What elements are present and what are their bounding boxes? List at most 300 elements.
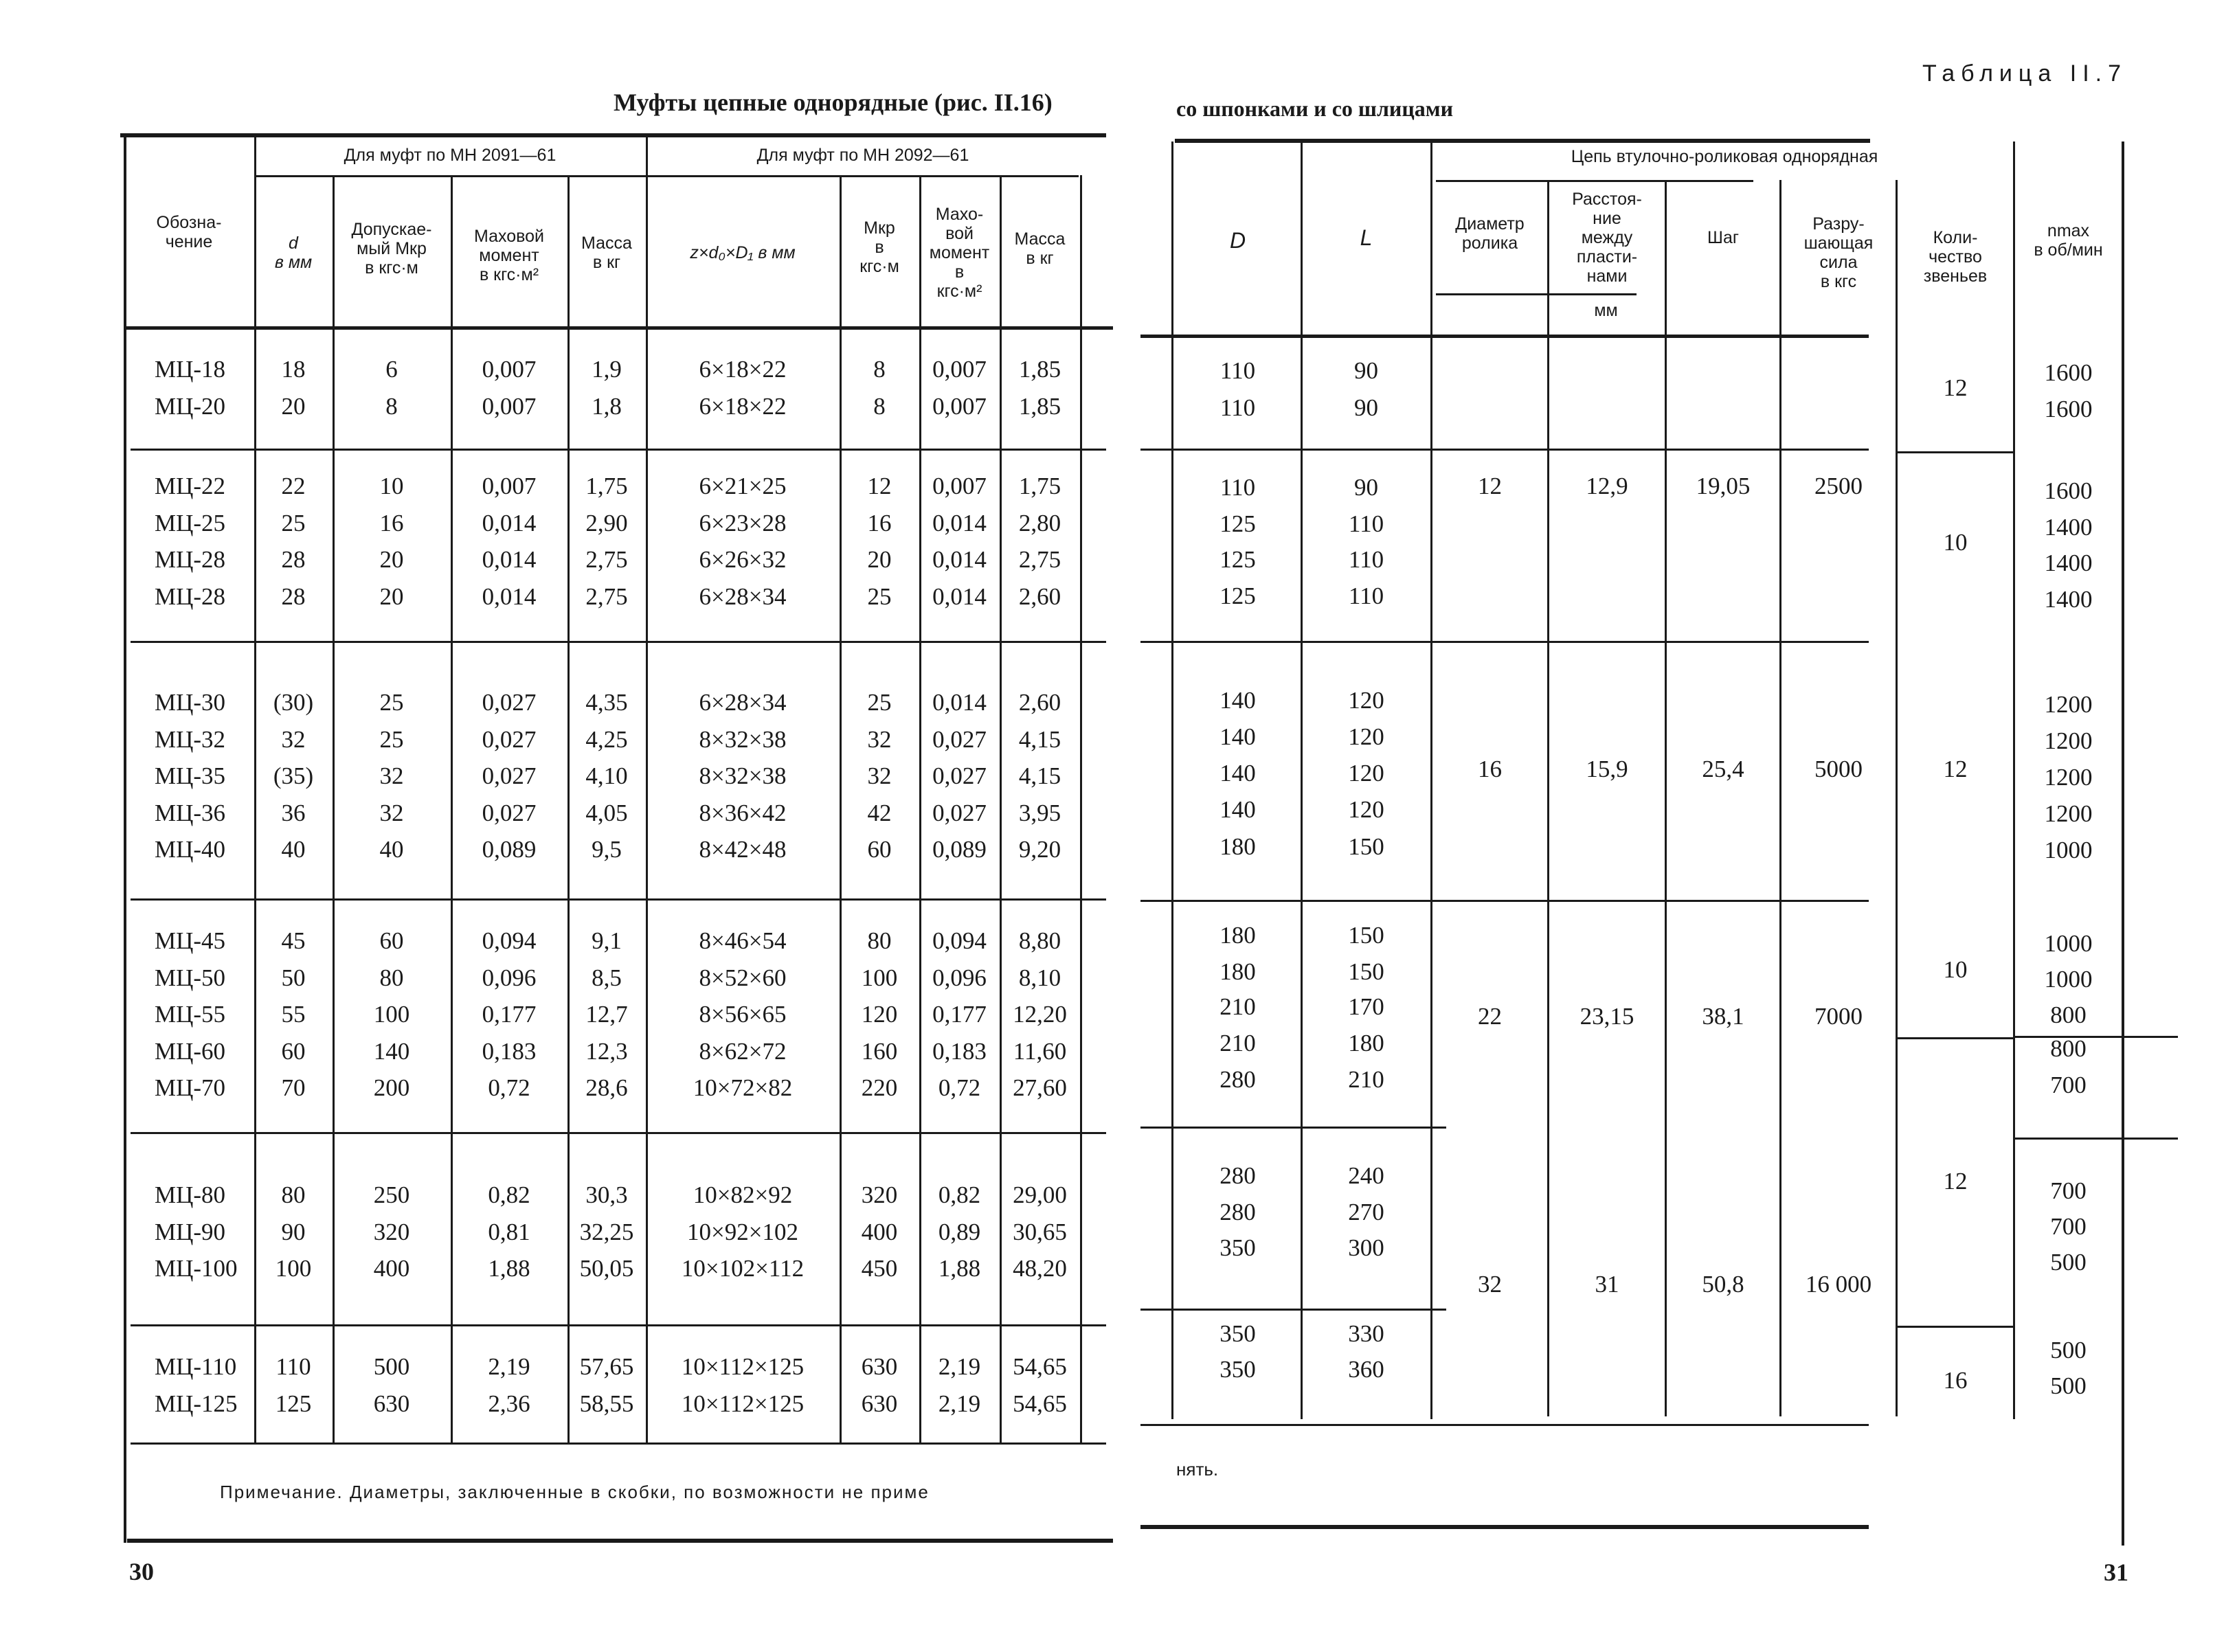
nmax-cell: 1400 bbox=[2044, 586, 2093, 613]
designation-cell: МЦ-30 bbox=[155, 689, 226, 716]
spline-cell: 10×82×92 bbox=[693, 1181, 793, 1208]
column-rule bbox=[1896, 180, 1898, 1416]
d-diameter-cell: 350 bbox=[1219, 1234, 1256, 1261]
mass-cell: 2,75 bbox=[585, 546, 628, 573]
flywheel-moment-2-cell: 0,014 bbox=[932, 509, 987, 536]
d-diameter-cell: 125 bbox=[1219, 546, 1256, 573]
length-cell: 90 bbox=[1354, 394, 1378, 421]
flywheel-moment-cell: 1,88 bbox=[488, 1255, 530, 1282]
d-cell: 100 bbox=[275, 1255, 312, 1282]
mass-2-cell: 30,65 bbox=[1013, 1218, 1067, 1245]
designation-cell: МЦ-35 bbox=[155, 762, 226, 789]
mkr-cell: 8 bbox=[873, 392, 886, 420]
flywheel-moment-cell: 0,81 bbox=[488, 1218, 530, 1245]
header-mass-1: Масса в кг bbox=[581, 234, 632, 272]
spline-cell: 6×28×34 bbox=[699, 582, 787, 610]
group-divider bbox=[131, 1324, 1106, 1326]
mass-cell: 9,5 bbox=[592, 836, 622, 863]
flywheel-moment-2-cell: 0,094 bbox=[932, 927, 987, 954]
length-cell: 110 bbox=[1348, 510, 1384, 537]
mkr-cell: 12 bbox=[867, 473, 892, 499]
mkr-cell: 25 bbox=[867, 689, 892, 716]
flywheel-moment-cell: 0,82 bbox=[488, 1181, 530, 1208]
designation-cell: МЦ-22 bbox=[155, 473, 226, 499]
flywheel-moment-2-cell: 1,88 bbox=[938, 1255, 981, 1282]
mass-2-cell: 11,60 bbox=[1013, 1037, 1067, 1065]
mkr-cell: 630 bbox=[861, 1353, 898, 1380]
flywheel-moment-cell: 0,007 bbox=[482, 356, 537, 383]
table-label: Таблица II.7 bbox=[1922, 60, 2128, 87]
d-cell: (35) bbox=[273, 762, 314, 789]
group-divider bbox=[131, 898, 1106, 901]
mass-2-cell: 1,85 bbox=[1018, 356, 1061, 383]
mkr-cell: 25 bbox=[867, 582, 892, 610]
length-cell: 90 bbox=[1354, 357, 1378, 384]
column-rule bbox=[1547, 180, 1549, 1416]
spline-cell: 6×18×22 bbox=[699, 356, 787, 383]
flywheel-moment-cell: 0,72 bbox=[488, 1074, 530, 1101]
d-cell: 70 bbox=[281, 1074, 306, 1101]
allowed-moment-cell: 40 bbox=[379, 836, 404, 863]
flywheel-moment-2-cell: 2,19 bbox=[938, 1353, 981, 1380]
spline-cell: 10×112×125 bbox=[681, 1353, 805, 1380]
breaking-force-cell: 16 000 bbox=[1805, 1271, 1872, 1298]
mass-2-cell: 2,60 bbox=[1018, 689, 1061, 716]
mass-cell: 58,55 bbox=[579, 1390, 634, 1417]
mkr-cell: 60 bbox=[867, 836, 892, 863]
links-count-cell: 12 bbox=[1943, 1168, 1968, 1195]
table-right-border bbox=[2122, 142, 2124, 1546]
d-cell: 60 bbox=[281, 1037, 306, 1065]
mass-2-cell: 29,00 bbox=[1013, 1181, 1067, 1208]
nmax-cell: 1200 bbox=[2044, 727, 2093, 754]
mkr-cell: 220 bbox=[861, 1074, 898, 1101]
spline-cell: 8×56×65 bbox=[699, 1001, 787, 1028]
flywheel-moment-cell: 0,094 bbox=[482, 927, 537, 954]
allowed-moment-cell: 100 bbox=[373, 1001, 410, 1028]
allowed-moment-cell: 25 bbox=[379, 689, 404, 716]
designation-cell: МЦ-80 bbox=[155, 1181, 226, 1208]
group-divider bbox=[1140, 1127, 1446, 1129]
flywheel-moment-2-cell: 0,177 bbox=[932, 1001, 987, 1028]
header-unit-mm: мм bbox=[1594, 301, 1618, 320]
spline-cell: 6×18×22 bbox=[699, 392, 787, 420]
length-cell: 120 bbox=[1348, 796, 1384, 823]
mass-cell: 12,3 bbox=[585, 1037, 628, 1065]
d-diameter-cell: 125 bbox=[1219, 510, 1256, 537]
links-count-cell: 16 bbox=[1943, 1367, 1968, 1394]
mass-2-cell: 8,80 bbox=[1018, 927, 1061, 954]
flywheel-moment-cell: 0,027 bbox=[482, 762, 537, 789]
designation-cell: МЦ-45 bbox=[155, 927, 226, 954]
mass-cell: 50,05 bbox=[579, 1255, 634, 1282]
mkr-cell: 80 bbox=[867, 927, 892, 954]
flywheel-moment-cell: 2,36 bbox=[488, 1390, 530, 1417]
links-divider bbox=[1898, 451, 2014, 453]
header-distance: Расстоя- ние между пласти- нами bbox=[1572, 190, 1642, 286]
nmax-divider bbox=[2014, 1138, 2178, 1140]
allowed-moment-cell: 320 bbox=[373, 1218, 410, 1245]
flywheel-moment-cell: 0,183 bbox=[482, 1037, 537, 1065]
spline-cell: 6×23×28 bbox=[699, 509, 787, 536]
distance-cell: 15,9 bbox=[1586, 756, 1628, 782]
length-cell: 180 bbox=[1348, 1030, 1384, 1056]
d-diameter-cell: 180 bbox=[1219, 922, 1256, 949]
table-caption-right: со шпонками и со шлицами bbox=[1176, 96, 1453, 121]
breaking-force-cell: 7000 bbox=[1814, 1003, 1863, 1030]
d-diameter-cell: 180 bbox=[1219, 958, 1256, 985]
length-cell: 270 bbox=[1348, 1199, 1384, 1225]
d-diameter-cell: 140 bbox=[1219, 760, 1256, 787]
d-cell: 28 bbox=[281, 546, 306, 573]
nmax-cell: 1000 bbox=[2044, 837, 2093, 863]
designation-cell: МЦ-40 bbox=[155, 836, 226, 863]
header-mass-2: Масса в кг bbox=[1014, 229, 1066, 268]
designation-cell: МЦ-90 bbox=[155, 1218, 226, 1245]
flywheel-moment-2-cell: 0,027 bbox=[932, 762, 987, 789]
d-cell: 40 bbox=[281, 836, 306, 863]
mass-2-cell: 2,60 bbox=[1018, 582, 1061, 610]
pitch-cell: 25,4 bbox=[1702, 756, 1744, 782]
pitch-cell: 50,8 bbox=[1702, 1271, 1744, 1298]
allowed-moment-cell: 6 bbox=[385, 356, 398, 383]
mass-2-cell: 1,85 bbox=[1018, 392, 1061, 420]
header-designation: Обозна- чение bbox=[156, 213, 222, 251]
spline-cell: 8×52×60 bbox=[699, 964, 787, 991]
nmax-cell: 500 bbox=[2050, 1337, 2087, 1364]
flywheel-moment-cell: 0,014 bbox=[482, 582, 537, 610]
mass-2-cell: 3,95 bbox=[1018, 799, 1061, 826]
header-flywheel-moment-2: Махо- вой момент в кгс·м² bbox=[929, 205, 990, 301]
header-group-2091: Для муфт по МН 2091—61 bbox=[344, 146, 556, 165]
table-bottom-rule bbox=[131, 1442, 1106, 1445]
group-divider bbox=[1140, 449, 1869, 451]
column-rule bbox=[1779, 180, 1781, 1416]
mass-cell: 57,65 bbox=[579, 1353, 634, 1380]
spline-cell: 8×46×54 bbox=[699, 927, 787, 954]
length-cell: 300 bbox=[1348, 1234, 1384, 1261]
allowed-moment-cell: 20 bbox=[379, 582, 404, 610]
mass-cell: 4,35 bbox=[585, 689, 628, 716]
flywheel-moment-2-cell: 0,183 bbox=[932, 1037, 987, 1065]
note-continuation: нять. bbox=[1176, 1459, 1219, 1480]
allowed-moment-cell: 16 bbox=[379, 509, 404, 536]
mass-cell: 1,75 bbox=[585, 473, 628, 499]
d-diameter-cell: 210 bbox=[1219, 1030, 1256, 1056]
d-cell: 80 bbox=[281, 1181, 306, 1208]
nmax-cell: 800 bbox=[2050, 1002, 2087, 1028]
flywheel-moment-2-cell: 0,096 bbox=[932, 964, 987, 991]
header-pitch: Шаг bbox=[1707, 228, 1739, 247]
mkr-cell: 320 bbox=[861, 1181, 898, 1208]
designation-cell: МЦ-28 bbox=[155, 582, 226, 610]
allowed-moment-cell: 25 bbox=[379, 725, 404, 753]
allowed-moment-cell: 20 bbox=[379, 546, 404, 573]
flywheel-moment-cell: 0,007 bbox=[482, 392, 537, 420]
mass-cell: 8,5 bbox=[592, 964, 622, 991]
designation-cell: МЦ-28 bbox=[155, 546, 226, 573]
mkr-cell: 16 bbox=[867, 509, 892, 536]
table-note: Примечание. Диаметры, заключенные в скобки, по возможности не приме bbox=[220, 1482, 930, 1502]
spline-cell: 8×36×42 bbox=[699, 799, 787, 826]
spline-cell: 8×62×72 bbox=[699, 1037, 787, 1065]
length-cell: 330 bbox=[1348, 1320, 1384, 1347]
group-divider bbox=[1140, 641, 1869, 643]
allowed-moment-cell: 60 bbox=[379, 927, 404, 954]
breaking-force-cell: 5000 bbox=[1814, 756, 1863, 782]
roller-diameter-cell: 22 bbox=[1478, 1003, 1502, 1030]
length-cell: 240 bbox=[1348, 1162, 1384, 1189]
length-cell: 150 bbox=[1348, 922, 1384, 949]
table-top-rule bbox=[120, 133, 1106, 137]
header-bottom-rule bbox=[124, 326, 1113, 330]
mass-cell: 30,3 bbox=[585, 1181, 628, 1208]
allowed-moment-cell: 80 bbox=[379, 964, 404, 991]
mass-2-cell: 54,65 bbox=[1013, 1353, 1067, 1380]
table-top-rule bbox=[1175, 139, 1870, 143]
d-diameter-cell: 110 bbox=[1219, 357, 1256, 384]
mass-2-cell: 8,10 bbox=[1018, 964, 1061, 991]
allowed-moment-cell: 32 bbox=[379, 799, 404, 826]
distance-cell: 12,9 bbox=[1586, 473, 1628, 499]
group-divider bbox=[131, 449, 1106, 451]
flywheel-moment-cell: 0,027 bbox=[482, 725, 537, 753]
nmax-cell: 1200 bbox=[2044, 800, 2093, 827]
spline-cell: 10×112×125 bbox=[681, 1390, 805, 1417]
nmax-cell: 800 bbox=[2050, 1035, 2087, 1062]
pitch-cell: 38,1 bbox=[1702, 1003, 1744, 1030]
nmax-cell: 500 bbox=[2050, 1372, 2087, 1399]
mkr-cell: 32 bbox=[867, 762, 892, 789]
length-cell: 110 bbox=[1348, 546, 1384, 573]
flywheel-moment-2-cell: 0,007 bbox=[932, 356, 987, 383]
mass-cell: 1,9 bbox=[592, 356, 622, 383]
mass-2-cell: 48,20 bbox=[1013, 1255, 1067, 1282]
header-roller-diameter: Диаметр ролика bbox=[1455, 214, 1525, 253]
d-diameter-cell: 180 bbox=[1219, 833, 1256, 860]
page-bottom-rule bbox=[1140, 1525, 1869, 1529]
header-breaking-force: Разру- шающая сила в кгс bbox=[1803, 214, 1874, 291]
d-cell: 20 bbox=[281, 392, 306, 420]
designation-cell: МЦ-18 bbox=[155, 356, 226, 383]
group-header-rule bbox=[254, 175, 1079, 177]
flywheel-moment-2-cell: 0,089 bbox=[932, 836, 987, 863]
nmax-cell: 1400 bbox=[2044, 514, 2093, 541]
d-cell: 28 bbox=[281, 582, 306, 610]
column-rule bbox=[254, 137, 256, 1442]
length-cell: 120 bbox=[1348, 760, 1384, 787]
links-count-cell: 12 bbox=[1943, 374, 1968, 401]
flywheel-moment-2-cell: 0,007 bbox=[932, 392, 987, 420]
spline-cell: 6×28×34 bbox=[699, 689, 787, 716]
roller-diameter-cell: 16 bbox=[1478, 756, 1502, 782]
spline-cell: 8×32×38 bbox=[699, 762, 787, 789]
flywheel-moment-cell: 0,014 bbox=[482, 509, 537, 536]
header-d: d в мм bbox=[274, 234, 313, 272]
allowed-moment-cell: 250 bbox=[373, 1181, 410, 1208]
allowed-moment-cell: 200 bbox=[373, 1074, 410, 1101]
d-diameter-cell: 350 bbox=[1219, 1356, 1256, 1383]
spline-cell: 6×21×25 bbox=[699, 473, 787, 499]
mkr-cell: 42 bbox=[867, 799, 892, 826]
length-cell: 120 bbox=[1348, 687, 1384, 714]
mass-cell: 4,25 bbox=[585, 725, 628, 753]
flywheel-moment-2-cell: 0,014 bbox=[932, 582, 987, 610]
links-divider bbox=[1898, 1037, 2014, 1039]
right-page bbox=[1113, 0, 2226, 1652]
designation-cell: МЦ-60 bbox=[155, 1037, 226, 1065]
table-left-border bbox=[124, 135, 126, 1543]
mkr-cell: 32 bbox=[867, 725, 892, 753]
flywheel-moment-2-cell: 0,007 bbox=[932, 473, 987, 499]
mass-cell: 9,1 bbox=[592, 927, 622, 954]
mass-2-cell: 27,60 bbox=[1013, 1074, 1067, 1101]
column-rule bbox=[1080, 175, 1082, 1442]
flywheel-moment-cell: 0,027 bbox=[482, 799, 537, 826]
length-cell: 360 bbox=[1348, 1356, 1384, 1383]
mass-2-cell: 54,65 bbox=[1013, 1390, 1067, 1417]
mass-2-cell: 12,20 bbox=[1013, 1001, 1067, 1028]
group-divider bbox=[131, 1132, 1106, 1134]
links-count-cell: 12 bbox=[1943, 756, 1968, 782]
page-bottom-rule bbox=[127, 1539, 1113, 1543]
allowed-moment-cell: 10 bbox=[379, 473, 404, 499]
column-rule bbox=[646, 137, 648, 1442]
header-spline: z×d₀×D₁ в мм bbox=[690, 243, 796, 262]
d-diameter-cell: 140 bbox=[1219, 723, 1256, 750]
header-nmax: nmax в об/мин bbox=[2034, 221, 2103, 260]
spline-cell: 10×92×102 bbox=[687, 1218, 798, 1245]
mm-rule bbox=[1436, 293, 1637, 295]
mass-2-cell: 2,75 bbox=[1018, 546, 1061, 573]
flywheel-moment-2-cell: 0,89 bbox=[938, 1218, 981, 1245]
nmax-cell: 1600 bbox=[2044, 477, 2093, 504]
allowed-moment-cell: 32 bbox=[379, 762, 404, 789]
flywheel-moment-cell: 0,007 bbox=[482, 473, 537, 499]
designation-cell: МЦ-20 bbox=[155, 392, 226, 420]
d-diameter-cell: 140 bbox=[1219, 687, 1256, 714]
nmax-cell: 1400 bbox=[2044, 550, 2093, 576]
nmax-cell: 1000 bbox=[2044, 930, 2093, 957]
length-cell: 90 bbox=[1354, 474, 1378, 501]
mass-cell: 4,05 bbox=[585, 799, 628, 826]
links-divider bbox=[1898, 1326, 2014, 1328]
table-caption-left: Муфты цепные однорядные (рис. II.16) bbox=[614, 89, 1053, 116]
header-bottom-rule bbox=[1140, 335, 1869, 338]
mkr-cell: 450 bbox=[861, 1255, 898, 1282]
d-cell: 125 bbox=[275, 1390, 312, 1417]
d-diameter-cell: 280 bbox=[1219, 1066, 1256, 1093]
nmax-cell: 1200 bbox=[2044, 764, 2093, 791]
header-D: D bbox=[1229, 228, 1246, 253]
d-diameter-cell: 350 bbox=[1219, 1320, 1256, 1347]
mass-cell: 12,7 bbox=[585, 1001, 628, 1028]
breaking-force-cell: 2500 bbox=[1814, 473, 1863, 499]
allowed-moment-cell: 630 bbox=[373, 1390, 410, 1417]
links-count-cell: 10 bbox=[1943, 529, 1968, 556]
d-cell: 36 bbox=[281, 799, 306, 826]
mass-cell: 4,10 bbox=[585, 762, 628, 789]
designation-cell: МЦ-32 bbox=[155, 725, 226, 753]
flywheel-moment-cell: 0,096 bbox=[482, 964, 537, 991]
d-diameter-cell: 110 bbox=[1219, 474, 1256, 501]
d-diameter-cell: 110 bbox=[1219, 394, 1256, 421]
d-diameter-cell: 280 bbox=[1219, 1162, 1256, 1189]
d-diameter-cell: 125 bbox=[1219, 582, 1256, 609]
flywheel-moment-2-cell: 2,19 bbox=[938, 1390, 981, 1417]
mass-2-cell: 4,15 bbox=[1018, 725, 1061, 753]
flywheel-moment-cell: 0,089 bbox=[482, 836, 537, 863]
mass-2-cell: 1,75 bbox=[1018, 473, 1061, 499]
mass-cell: 1,8 bbox=[592, 392, 622, 420]
designation-cell: МЦ-36 bbox=[155, 799, 226, 826]
nmax-cell: 700 bbox=[2050, 1177, 2087, 1204]
d-cell: 90 bbox=[281, 1218, 306, 1245]
group-divider bbox=[1140, 900, 1869, 902]
allowed-moment-cell: 500 bbox=[373, 1353, 410, 1380]
flywheel-moment-cell: 0,014 bbox=[482, 546, 537, 573]
chain-header-rule bbox=[1436, 180, 1753, 182]
d-cell: 25 bbox=[281, 509, 306, 536]
d-cell: 55 bbox=[281, 1001, 306, 1028]
spline-cell: 10×72×82 bbox=[693, 1074, 793, 1101]
flywheel-moment-2-cell: 0,027 bbox=[932, 725, 987, 753]
mkr-cell: 8 bbox=[873, 356, 886, 383]
page-number-left: 30 bbox=[129, 1558, 154, 1585]
spline-cell: 8×42×48 bbox=[699, 836, 787, 863]
group-divider bbox=[131, 641, 1106, 643]
nmax-cell: 700 bbox=[2050, 1072, 2087, 1098]
designation-cell: МЦ-70 bbox=[155, 1074, 226, 1101]
header-group-2092: Для муфт по МН 2092—61 bbox=[756, 146, 969, 165]
nmax-cell: 500 bbox=[2050, 1249, 2087, 1276]
mass-2-cell: 9,20 bbox=[1018, 836, 1061, 863]
mkr-cell: 120 bbox=[861, 1001, 898, 1028]
allowed-moment-cell: 400 bbox=[373, 1255, 410, 1282]
mass-2-cell: 4,15 bbox=[1018, 762, 1061, 789]
length-cell: 110 bbox=[1348, 582, 1384, 609]
nmax-cell: 700 bbox=[2050, 1213, 2087, 1240]
mkr-cell: 630 bbox=[861, 1390, 898, 1417]
mass-cell: 2,75 bbox=[585, 582, 628, 610]
length-cell: 210 bbox=[1348, 1066, 1384, 1093]
flywheel-moment-cell: 0,027 bbox=[482, 689, 537, 716]
nmax-cell: 1200 bbox=[2044, 691, 2093, 718]
designation-cell: МЦ-100 bbox=[155, 1255, 238, 1282]
page-number-right: 31 bbox=[2104, 1559, 2128, 1586]
flywheel-moment-2-cell: 0,014 bbox=[932, 546, 987, 573]
length-cell: 120 bbox=[1348, 723, 1384, 750]
header-links-count: Коли- чество звеньев bbox=[1923, 228, 1988, 286]
designation-cell: МЦ-55 bbox=[155, 1001, 226, 1028]
links-count-cell: 10 bbox=[1943, 956, 1968, 983]
allowed-moment-cell: 140 bbox=[373, 1037, 410, 1065]
header-L: L bbox=[1360, 225, 1373, 250]
column-rule bbox=[1665, 180, 1667, 1416]
flywheel-moment-cell: 0,177 bbox=[482, 1001, 537, 1028]
designation-cell: МЦ-25 bbox=[155, 509, 226, 536]
mkr-cell: 20 bbox=[867, 546, 892, 573]
designation-cell: МЦ-125 bbox=[155, 1390, 238, 1417]
length-cell: 150 bbox=[1348, 958, 1384, 985]
header-chain: Цепь втулочно-роликовая однорядная bbox=[1571, 147, 1878, 166]
d-cell: 22 bbox=[281, 473, 306, 499]
d-cell: 50 bbox=[281, 964, 306, 991]
spline-cell: 8×32×38 bbox=[699, 725, 787, 753]
mkr-cell: 160 bbox=[861, 1037, 898, 1065]
designation-cell: МЦ-110 bbox=[155, 1353, 237, 1380]
d-cell: 18 bbox=[281, 356, 306, 383]
